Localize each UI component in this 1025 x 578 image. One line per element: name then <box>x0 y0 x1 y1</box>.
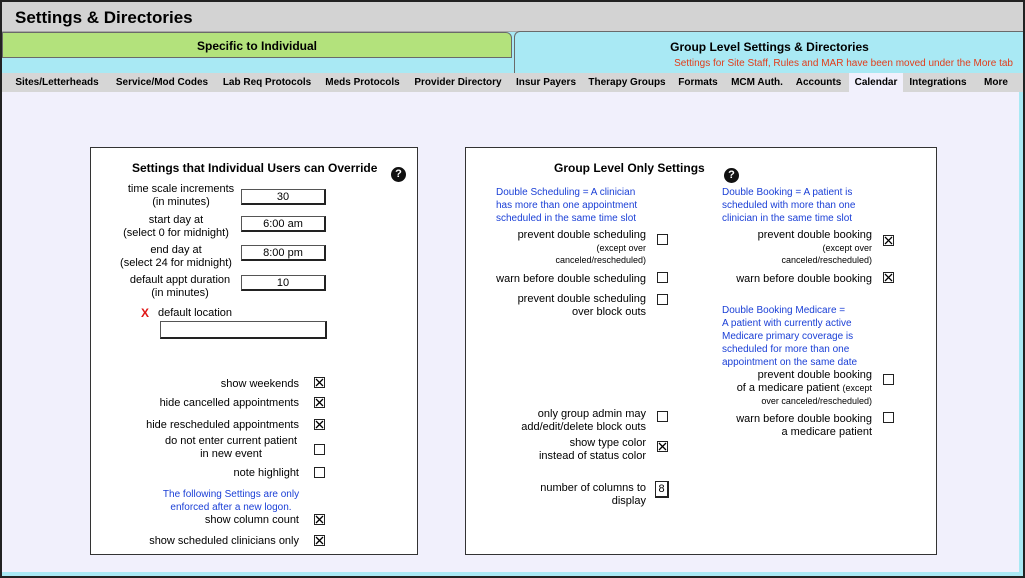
no-current-patient-label: do not enter current patient in new event <box>164 435 298 460</box>
start-day-label: start day at (select 0 for midnight) <box>123 214 229 239</box>
subtab-calendar[interactable]: Calendar <box>849 73 903 92</box>
note-highlight-label: note highlight <box>233 467 299 479</box>
prevent-medicare-label: prevent double booking of a medicare patient (except over canceled/rescheduled) <box>736 369 872 406</box>
warn-medicare-label: warn before double booking a medicare patient <box>736 413 872 438</box>
checkmark-x-icon <box>315 378 324 387</box>
warn-double-booking-label: warn before double booking <box>736 273 872 285</box>
group-settings-panel <box>465 147 937 555</box>
subtab-therapy-groups[interactable]: Therapy Groups <box>588 77 666 88</box>
prevent-block-outs-label: prevent double scheduling over block outs <box>517 293 646 318</box>
hide-rescheduled-label: hide rescheduled appointments <box>146 419 299 431</box>
warn-medicare-checkbox[interactable] <box>883 412 894 423</box>
checkmark-x-icon <box>315 536 324 545</box>
required-marker-icon: X <box>141 306 150 320</box>
calendar-settings-content <box>2 92 1019 572</box>
admin-block-outs-checkbox[interactable] <box>657 411 668 422</box>
tab-group-level-settings[interactable] <box>514 31 1023 73</box>
prevent-double-booking-checkbox[interactable] <box>883 235 894 246</box>
title-bar <box>2 2 1023 32</box>
subtab-mcm-auth[interactable]: MCM Auth. <box>731 77 783 88</box>
subtab-integrations[interactable]: Integrations <box>909 77 967 88</box>
show-type-color-checkbox[interactable] <box>657 441 668 452</box>
checkmark-x-icon <box>658 442 667 451</box>
warn-double-booking-checkbox[interactable] <box>883 272 894 283</box>
subtab-accounts[interactable]: Accounts <box>795 77 842 88</box>
end-day-input[interactable]: 8:00 pm <box>241 245 326 261</box>
individual-settings-title: Settings that Individual Users can Override <box>132 161 378 175</box>
subtab-more[interactable]: More <box>984 77 1008 88</box>
medicare-info: Double Booking Medicare = A patient with currently active Medicare primary coverage is scheduled for more than one appointment on the same date <box>722 305 858 368</box>
subtab-provider-directory[interactable]: Provider Directory <box>414 77 502 88</box>
no-current-patient-checkbox[interactable] <box>314 444 325 455</box>
subtab-service-mod-codes[interactable]: Service/Mod Codes <box>115 77 209 88</box>
show-scheduled-clinicians-label: show scheduled clinicians only <box>149 535 299 547</box>
time-scale-input[interactable]: 30 <box>241 189 326 205</box>
show-weekends-checkbox[interactable] <box>314 377 325 388</box>
hide-cancelled-checkbox[interactable] <box>314 397 325 408</box>
double-booking-info: Double Booking = A patient is scheduled with more than one clinician in the same time slot <box>722 187 856 224</box>
show-column-count-label: show column count <box>204 514 299 526</box>
start-day-input[interactable]: 6:00 am <box>241 216 326 232</box>
warn-double-scheduling-label: warn before double scheduling <box>496 273 646 285</box>
default-location-label: default location <box>158 307 232 319</box>
subtab-insur-payers[interactable]: Insur Payers <box>515 77 577 88</box>
checkmark-x-icon <box>884 273 893 282</box>
logon-note: The following Settings are only enforced after a new logon. <box>162 489 300 513</box>
warn-double-scheduling-checkbox[interactable] <box>657 272 668 283</box>
checkmark-x-icon <box>884 236 893 245</box>
time-scale-label: time scale increments (in minutes) <box>127 183 235 208</box>
sub-tab-bar <box>2 73 1023 92</box>
appt-duration-input[interactable]: 10 <box>241 275 326 291</box>
admin-block-outs-label: only group admin may add/edit/delete block outs <box>521 408 646 433</box>
help-icon[interactable]: ? <box>391 167 406 182</box>
individual-settings-panel <box>90 147 418 555</box>
prevent-double-scheduling-label: prevent double scheduling (except over canceled/rescheduled) <box>517 229 646 265</box>
more-tab-notice: Settings for Site Staff, Rules and MAR have been moved under the More tab <box>674 58 1013 69</box>
num-columns-input[interactable]: 8 <box>655 481 669 498</box>
help-icon[interactable]: ? <box>724 168 739 183</box>
show-scheduled-clinicians-checkbox[interactable] <box>314 535 325 546</box>
subtab-meds-protocols[interactable]: Meds Protocols <box>325 77 400 88</box>
default-location-input[interactable] <box>160 321 327 339</box>
note-highlight-checkbox[interactable] <box>314 467 325 478</box>
num-columns-label: number of columns to display <box>540 482 646 507</box>
hide-cancelled-label: hide cancelled appointments <box>159 397 299 409</box>
show-column-count-checkbox[interactable] <box>314 514 325 525</box>
tab-specific-to-individual[interactable]: Specific to Individual <box>2 32 512 58</box>
group-settings-title: Group Level Only Settings <box>554 161 705 175</box>
show-type-color-label: show type color instead of status color <box>538 437 646 462</box>
show-weekends-label: show weekends <box>220 378 299 390</box>
window-title: Settings & Directories <box>15 8 193 27</box>
subtab-lab-req-protocols[interactable]: Lab Req Protocols <box>222 77 312 88</box>
prevent-double-booking-label: prevent double booking (except over canceled/rescheduled) <box>757 229 872 265</box>
tab-group-level-label: Group Level Settings & Directories <box>670 40 869 54</box>
subtab-sites-letterheads[interactable]: Sites/Letterheads <box>15 77 99 88</box>
hide-rescheduled-checkbox[interactable] <box>314 419 325 430</box>
checkmark-x-icon <box>315 420 324 429</box>
double-scheduling-info: Double Scheduling = A clinician has more than one appointment scheduled in the same time slot <box>496 187 638 224</box>
prevent-block-outs-checkbox[interactable] <box>657 294 668 305</box>
checkmark-x-icon <box>315 515 324 524</box>
appt-duration-label: default appt duration (in minutes) <box>129 274 231 299</box>
prevent-double-scheduling-checkbox[interactable] <box>657 234 668 245</box>
prevent-medicare-checkbox[interactable] <box>883 374 894 385</box>
checkmark-x-icon <box>315 398 324 407</box>
subtab-formats[interactable]: Formats <box>678 77 718 88</box>
end-day-label: end day at (select 24 for midnight) <box>120 244 232 269</box>
